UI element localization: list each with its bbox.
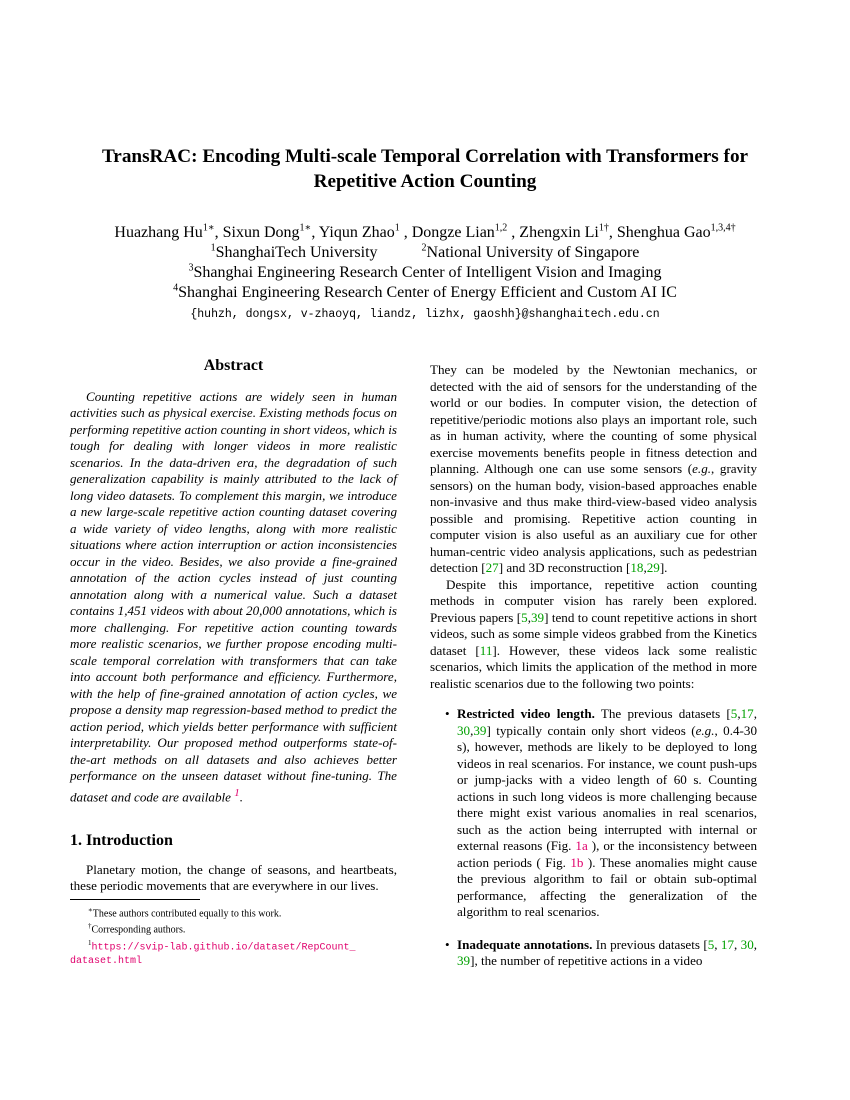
affiliation-3: Shanghai Engineering Research Center of Intelligent Vision and Imaging (193, 264, 662, 281)
affiliation-2: National University of Singapore (426, 244, 640, 261)
author-sup: 1† (598, 222, 609, 234)
text-run: , (527, 609, 531, 625)
affiliation-sup: 1 (210, 242, 216, 254)
list-item-heading: Inadequate annotations. (457, 936, 593, 952)
footnote-link[interactable]: 1 (234, 786, 240, 799)
affiliation-1: ShanghaiTech University (215, 244, 378, 261)
citation-link[interactable]: 5 (730, 706, 738, 721)
footnote-text: These authors contributed equally to this work. (92, 908, 282, 920)
intro-paragraph-1: Planetary motion, the change of seasons, and heartbeats, these periodic movements that are everywhere in our lives. (70, 861, 397, 894)
abstract-text (70, 389, 397, 806)
title-line-2: Repetitive Action Counting (313, 171, 537, 192)
footnote-divider (70, 899, 200, 900)
text-run: In previous datasets [ (592, 936, 708, 952)
text-run: ], the number of repetitive actions in a video (470, 953, 703, 968)
footnote-3 (70, 937, 397, 954)
bullet-icon: • (445, 706, 450, 721)
author-sup: 1,3,4† (710, 222, 736, 234)
text-run: ), or the inconsistency between action periods ( Fig. (457, 838, 757, 870)
text-run: ] tend to count repetitive actions in short videos, such as some simple videos grabbed from the Kinetics dataset [ (430, 609, 757, 658)
footnote-text: Corresponding authors. (91, 924, 186, 936)
text-run: , (643, 560, 647, 575)
affiliation-line-1 (40, 243, 810, 263)
abstract-body: Counting repetitive actions are widely seen in human activities such as physical exercise. Existing methods focus on performing repetitive action counting in short videos, which is tough for dealing with longer videos in more realistic scenarios. In the data-driven era, the degradation of such generalization capability is mainly attributed to the lack of long video datasets. To complement this margin, we introduce a new large-scale repetitive action counting dataset covering a wide variety of video lengths, along with more realistic situations where action interruption or action inconsistencies occur in the video. Besides, we also provide a fine-grained annotation of the action cycles instead of just counting annotation along with a numerical value. Such a dataset contains 1,451 videos with about 20,000 annotations, which is more challenging. For repetitive action counting towards more realistic scenarios, we further propose encoding multi-scale temporal correlation with transformers that can take into account both performance and efficiency. Furthermore, with the help of fine-grained annotation of action cycles, we propose a density map regression-based method to predict the action period, which yields better performance with sufficient interpretability. Our proposed method outperforms state-of-the-art methods on all datasets and also achieves better performance on the unseen dataset without fine-tuning. The dataset and code are available (70, 388, 397, 804)
author-name: Dongze Lian (411, 224, 495, 241)
text-run: , (737, 706, 741, 721)
author-separator: , (214, 224, 223, 241)
footnotes (70, 904, 397, 968)
affiliation-4: Shanghai Engineering Research Center of Energy Efficient and Custom AI IC (178, 284, 677, 301)
author-emails: {huhzh, dongsx, v-zhaoyq, liandz, lizhx, gaoshh}@shanghaitech.edu.cn (190, 308, 660, 321)
right-column (430, 362, 757, 986)
list-item-heading: Restricted video length. (457, 706, 595, 721)
text-run: , 0.4-30 s), however, methods are likely to be deployed to long videos in real scenarios. For instance, we count push-ups or jump-jacks with a video length of 60 s. Counting actions in such long videos is more challenging because there might exist various anomalies in real scenarios, such as the action being interrupted with internal or external reasons (Fig. (457, 722, 757, 853)
citation-link[interactable]: 17 (720, 936, 734, 952)
footnote-sup: 1 (88, 938, 92, 947)
author-sup: 1 (394, 222, 400, 234)
text-run: ] and 3D reconstruction [ (498, 560, 631, 575)
author-sup: 1∗ (202, 222, 215, 234)
author-name: Yiqun Zhao (318, 224, 395, 241)
citation-link[interactable]: 5 (521, 609, 528, 625)
text-run: The previous datasets [ (594, 706, 731, 721)
intro-paragraph-2 (430, 362, 757, 577)
author-separator: , (608, 224, 617, 241)
author-name: Zhengxin Li (519, 224, 599, 241)
footnote-sup: ∗ (88, 905, 93, 914)
list-item (430, 706, 757, 921)
left-column (70, 358, 397, 968)
text-run: , (753, 706, 757, 721)
footnote-3-continued (70, 954, 397, 968)
author-block (40, 223, 810, 325)
figure-link[interactable]: 1b (570, 854, 584, 870)
author-sup: 1,2 (494, 222, 508, 234)
text-run: Despite this importance, repetitive action counting methods in computer vision has rarely been explored. Previous papers [ (430, 576, 757, 625)
text-run-italic: e.g. (692, 461, 712, 476)
text-run: , (714, 936, 721, 952)
author-name: Huazhang Hu (114, 224, 203, 241)
text-run: , (734, 936, 741, 952)
citation-link[interactable]: 5 (707, 936, 715, 952)
citation-link[interactable]: 17 (740, 706, 754, 721)
text-run: ] typically contain only short videos ( (486, 722, 696, 738)
citation-link[interactable]: 39 (531, 609, 545, 625)
dataset-url-link[interactable]: https://svip-lab.github.io/dataset/RepCount_ (91, 941, 356, 953)
author-list (40, 223, 810, 243)
citation-link[interactable]: 29 (646, 560, 660, 575)
text-run: , gravity sensors) on the human body, vision-based approaches enable non-invasive and thus make third-view-based video analysis possible and promising. Repetitive action counting in computer vision is also useful as an auxiliary cue for other human-centric video analysis applications, such as pedestrian detection [ (430, 461, 757, 575)
footnote-1 (70, 904, 397, 920)
author-name: Sixun Dong (222, 224, 300, 241)
author-separator: , (507, 224, 520, 241)
paper-title (60, 144, 790, 194)
citation-link[interactable]: 30 (457, 722, 471, 738)
text-run: ]. However, these videos lack some realistic scenarios, which limits the application of the method in more realistic scenarios due to the following two points: (430, 642, 757, 691)
introduction-heading: 1. Introduction (70, 832, 173, 850)
title-line-1: TransRAC: Encoding Multi-scale Temporal Correlation with Transformers for (101, 146, 749, 167)
dataset-url-link-cont[interactable]: dataset.html (70, 955, 143, 967)
citation-link[interactable]: 30 (740, 936, 754, 952)
citation-link[interactable]: 18 (630, 560, 644, 575)
citation-link[interactable]: 39 (457, 953, 471, 968)
text-run-italic: e.g. (695, 722, 715, 738)
bullet-icon: • (445, 936, 450, 952)
affiliation-sup: 4 (173, 282, 179, 294)
text-run: , (753, 936, 758, 952)
author-separator: , (311, 224, 319, 241)
problem-list (430, 706, 757, 970)
author-separator: , (399, 224, 412, 241)
list-item (430, 937, 757, 970)
affiliation-line-4 (40, 283, 810, 303)
abstract-heading: Abstract (203, 357, 264, 374)
abstract-end: . (239, 788, 243, 804)
text-run: , (470, 722, 474, 738)
author-sup: 1∗ (299, 222, 312, 234)
affiliation-sup: 2 (421, 242, 427, 254)
affiliation-line-3 (40, 263, 810, 283)
footnote-sup: † (88, 922, 92, 931)
text-run: ]. (659, 560, 668, 575)
text-run: ). These anomalies might cause the previous algorithm to fail or obtain sub-optimal performance, affecting the generalization of the algorithm to real scenarios. (457, 854, 758, 919)
citation-link[interactable]: 11 (479, 642, 493, 658)
affiliation-sup: 3 (188, 262, 194, 274)
author-name: Shenghua Gao (616, 224, 711, 241)
citation-link[interactable]: 39 (473, 722, 487, 738)
intro-paragraph-3 (430, 577, 757, 693)
citation-link[interactable]: 27 (485, 560, 499, 575)
text-run: They can be modeled by the Newtonian mechanics, or detected with the aid of sensors for the understanding of the world or our bodies. In computer vision, the detection of repetitive/periodic motions also plays an important role, such as in human activity, where the counting of some physical exercise movements benefits people in fitness detection and planning. Although one can use some sensors ( (430, 362, 757, 476)
figure-link[interactable]: 1a (575, 838, 588, 853)
footnote-2 (70, 920, 397, 936)
